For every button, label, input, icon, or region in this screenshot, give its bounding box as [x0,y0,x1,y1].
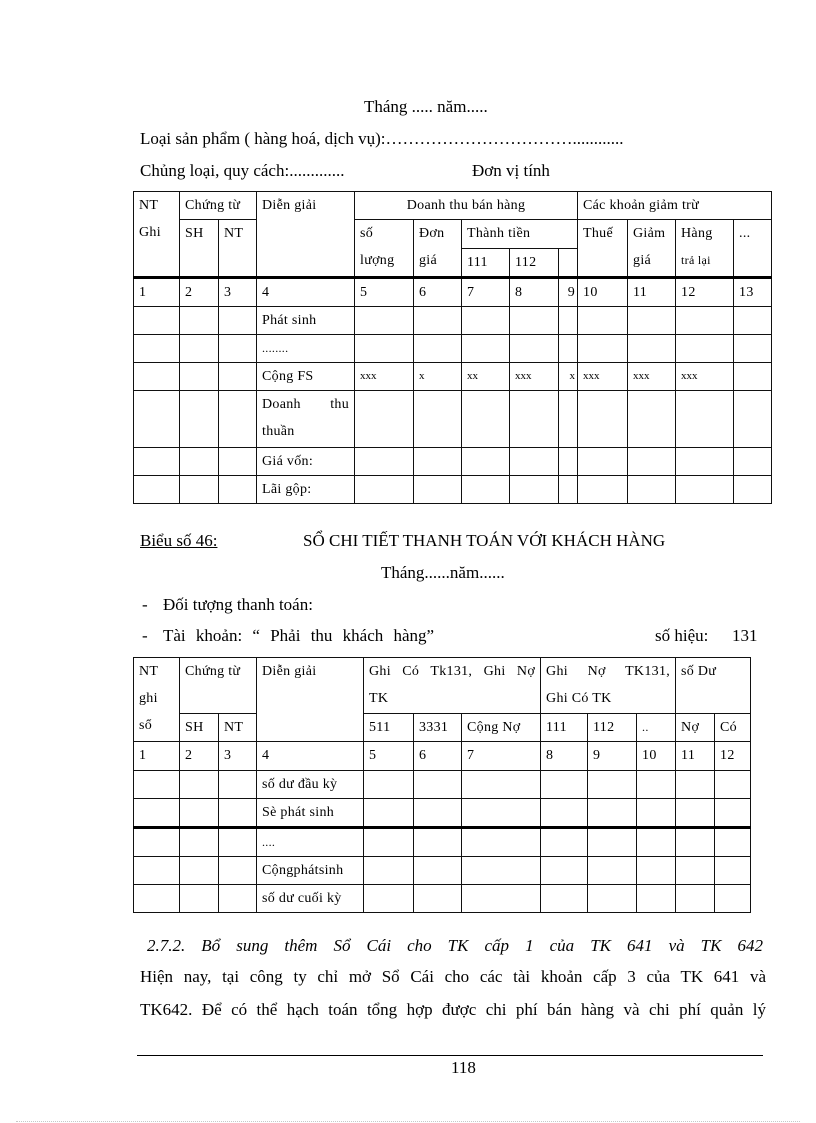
cell [676,476,734,504]
table-row [134,363,772,391]
footer-rule [137,1055,763,1056]
table-row [134,857,751,885]
cell [462,799,541,828]
cell [134,307,180,335]
cell [462,391,510,448]
cell [510,335,559,363]
header-hang-tra-lai [676,220,734,278]
column-number: 8 [541,742,588,771]
cell [180,391,219,448]
cell [134,885,180,913]
column-number: 12 [715,742,751,771]
form1-product-type: Loại sản phẩm ( hàng hoá, dịch vụ):……………………………............ [140,129,624,148]
cell: x [559,363,578,391]
header-thue: Thuế [578,220,628,278]
header-tk112: 112 [510,249,559,278]
cell [219,307,257,335]
cell [559,476,578,504]
cell [637,857,676,885]
cell [734,448,772,476]
row-label [257,391,355,448]
cell [628,307,676,335]
header-thanh-tien: Thành tiền [462,220,578,249]
header-blank [559,249,578,278]
cell [414,828,462,857]
page-boundary [16,1121,800,1122]
header-sh: SH [180,220,219,278]
cell [414,307,462,335]
header-tk3331: 3331 [414,714,462,742]
cell [180,828,219,857]
cell [541,857,588,885]
cell [588,771,637,799]
column-number: 12 [676,278,734,307]
cell [462,476,510,504]
cell [628,448,676,476]
column-number: 1 [134,278,180,307]
cell [578,307,628,335]
cell [134,363,180,391]
cell [588,828,637,857]
cell [180,335,219,363]
cell [134,391,180,448]
cell [180,307,219,335]
cell [637,771,676,799]
cell [364,799,414,828]
cell [180,363,219,391]
bullet-payment-object: Đối tượng thanh toán: [163,595,313,614]
header-line: giá [419,253,438,268]
cell [541,828,588,857]
column-number: 13 [734,278,772,307]
cell: xx [462,363,510,391]
cell [676,448,734,476]
cell [541,771,588,799]
header-ghi-no-tk131 [541,658,676,714]
cell [734,391,772,448]
form2-title: SỔ CHI TIẾT THANH TOÁN VỚI KHÁCH HÀNG [303,531,666,550]
column-number: 10 [578,278,628,307]
column-number: 6 [414,278,462,307]
cell [219,771,257,799]
cell [588,799,637,828]
cell [462,335,510,363]
bullet-account: Tài khoản: “ Phải thu khách hàng” [163,626,435,645]
paragraph-line: Hiện nay, tại công ty chỉ mở Sổ Cái cho các tài khoản cấp 3 của TK 641 và [140,967,766,986]
cell [414,335,462,363]
bullet-dash: - [142,595,148,614]
cell [734,363,772,391]
cell [355,476,414,504]
cell: xxx [510,363,559,391]
cell [715,885,751,913]
header-nt-ghi [134,192,180,278]
row-label: Lãi gộp: [257,476,355,504]
cell [462,828,541,857]
cell [676,828,715,857]
header-line: sổ [139,718,153,733]
header-line: trả lại [681,253,711,267]
cell [364,771,414,799]
cell [628,391,676,448]
cell: xxx [355,363,414,391]
row-label: Sè phát sinh [257,799,364,828]
row-label: số dư cuối kỳ [257,885,364,913]
column-number: 5 [355,278,414,307]
cell [134,828,180,857]
cell [355,391,414,448]
header-giam-gia [628,220,676,278]
cell [510,391,559,448]
header-chung-tu: Chứng từ [180,658,257,714]
table-row [134,448,772,476]
table-row [134,828,751,857]
cell [180,799,219,828]
cell [628,335,676,363]
cell [676,885,715,913]
header-chung-tu: Chứng từ [180,192,257,220]
header-line: số [360,226,374,241]
cell [414,799,462,828]
header-line: giá [633,253,652,268]
header-line: TK [369,691,389,706]
header-nt-ghi-so [134,658,180,742]
column-number: 9 [588,742,637,771]
header-row-2 [134,220,772,249]
cell [578,391,628,448]
cell [462,448,510,476]
header-dien-giai: Diễn giải [257,192,355,278]
cell: x [414,363,462,391]
cell [588,885,637,913]
row-label: Phát sinh [257,307,355,335]
cell [715,857,751,885]
cell [510,307,559,335]
header-tk112: 112 [588,714,637,742]
row-label-line: Doanh thu [262,397,349,412]
header-other: ... [734,220,772,278]
cell [219,448,257,476]
cell [414,391,462,448]
header-so-luong [355,220,414,278]
bullet-dash: - [142,626,148,645]
form2-title-label: Biểu số 46: [140,531,218,550]
cell [541,799,588,828]
cell [414,857,462,885]
cell [462,771,541,799]
header-line: Đơn [419,226,445,241]
cell [559,307,578,335]
header-line: Ghi Có Tk131, Ghi Nợ [369,664,536,679]
column-number: 11 [628,278,676,307]
cell [462,885,541,913]
sales-revenue-table [133,191,772,504]
table-row [134,476,772,504]
page-number: 118 [451,1058,476,1077]
row-label: Cộng FS [257,363,355,391]
cell [219,391,257,448]
header-line: ghi [139,691,158,706]
cell [134,448,180,476]
cell [219,885,257,913]
header-tk111: 111 [541,714,588,742]
table-row [134,307,772,335]
header-co: Có [715,714,751,742]
header-line: Ghi Nợ TK131, [546,664,671,679]
cell [637,828,676,857]
column-number: 4 [257,742,364,771]
column-number: 2 [180,278,219,307]
paragraph-line: TK642. Để có thể hạch toán tổng hợp được chi phí bán hàng và chi phí quản lý [140,1000,766,1019]
cell [414,476,462,504]
account-number: 131 [732,626,758,645]
cell [676,771,715,799]
column-number: 5 [364,742,414,771]
section-heading: 2.7.2. Bổ sung thêm Sổ Cái cho TK cấp 1 của TK 641 và TK 642 [147,936,763,955]
form1-spec: Chủng loại, quy cách:............. [140,161,345,180]
cell [134,799,180,828]
cell [219,335,257,363]
header-no: Nợ [676,714,715,742]
cell [676,307,734,335]
column-number: 4 [257,278,355,307]
cell [180,771,219,799]
column-number: 7 [462,278,510,307]
cell [578,335,628,363]
column-number: 1 [134,742,180,771]
cell [676,391,734,448]
table-row [134,335,772,363]
account-number-label: số hiệu: [655,626,709,645]
cell [180,885,219,913]
header-line: Hàng [681,226,713,241]
header-line: Giảm [633,226,666,241]
cell [414,771,462,799]
header-nt: NT [219,714,257,742]
header-row-2 [134,714,751,742]
form1-unit: Đơn vị tính [472,161,550,180]
cell [637,885,676,913]
cell [134,857,180,885]
column-number: 6 [414,742,462,771]
cell [628,476,676,504]
cell [676,857,715,885]
cell [510,448,559,476]
form1-month-year: Tháng ..... năm..... [364,97,488,116]
header-line: Ghi [139,225,161,240]
header-sh: SH [180,714,219,742]
column-number: 7 [462,742,541,771]
header-so-du: số Dư [676,658,751,714]
header-tk111: 111 [462,249,510,278]
cell [462,857,541,885]
cell [219,363,257,391]
cell [219,857,257,885]
cell [715,799,751,828]
column-number: 8 [510,278,559,307]
row-label: Giá vốn: [257,448,355,476]
cell [734,476,772,504]
row-label-line: thuần [262,424,295,439]
column-number: 9 [559,278,578,307]
row-label: số dư đầu kỳ [257,771,364,799]
cell [715,771,751,799]
cell [734,307,772,335]
header-dien-giai: Diễn giải [257,658,364,742]
cell [510,476,559,504]
cell [355,335,414,363]
header-row-1 [134,192,772,220]
form2-month-year: Tháng......năm...... [381,563,505,582]
cell [559,448,578,476]
cell [134,771,180,799]
customer-payment-ledger-table [133,657,751,913]
row-label: Cộngphátsinh [257,857,364,885]
cell [219,799,257,828]
header-giam-tru: Các khoản giảm trừ [578,192,772,220]
cell [364,828,414,857]
column-number: 3 [219,278,257,307]
cell [355,448,414,476]
row-label: ........ [257,335,355,363]
cell [134,335,180,363]
cell: xxx [628,363,676,391]
cell [414,448,462,476]
header-row-1 [134,658,751,714]
cell [355,307,414,335]
cell [715,828,751,857]
table-row [134,391,772,448]
cell [364,885,414,913]
table-row [134,885,751,913]
header-cong-no: Cộng Nợ [462,714,541,742]
column-number-row [134,278,772,307]
header-nt: NT [219,220,257,278]
cell [559,391,578,448]
cell [588,857,637,885]
header-tk511: 511 [364,714,414,742]
header-other: .. [637,714,676,742]
cell [734,335,772,363]
cell [578,448,628,476]
cell [462,307,510,335]
header-ghi-co-tk131 [364,658,541,714]
cell [676,799,715,828]
column-number: 11 [676,742,715,771]
cell [578,476,628,504]
cell [219,476,257,504]
header-line: lượng [360,253,395,268]
cell [676,335,734,363]
row-label: .... [257,828,364,857]
cell [219,828,257,857]
table-row [134,771,751,799]
header-line: NT [139,198,159,213]
cell [180,448,219,476]
header-line: NT [139,664,159,679]
header-doanh-thu: Doanh thu bán hàng [355,192,578,220]
cell: xxx [676,363,734,391]
column-number: 10 [637,742,676,771]
cell [134,476,180,504]
cell [364,857,414,885]
cell [180,857,219,885]
cell [559,335,578,363]
cell [637,799,676,828]
cell [414,885,462,913]
header-don-gia [414,220,462,278]
header-line: Ghi Có TK [546,691,612,706]
column-number: 2 [180,742,219,771]
column-number: 3 [219,742,257,771]
table-row [134,799,751,828]
column-number-row [134,742,751,771]
cell [180,476,219,504]
cell [541,885,588,913]
cell: xxx [578,363,628,391]
